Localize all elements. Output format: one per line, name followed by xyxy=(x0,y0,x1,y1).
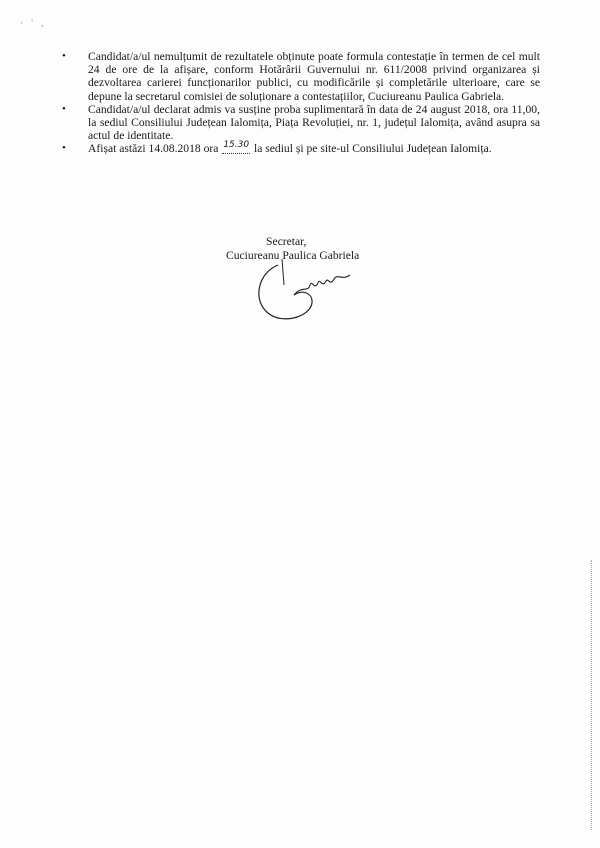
bullet-item-contestation xyxy=(60,50,540,103)
posting-text-before: Afișat astăzi 14.08.2018 ora xyxy=(88,142,219,156)
handwritten-signature xyxy=(250,255,360,330)
scan-edge-artifact xyxy=(585,560,592,830)
bullet-item-posting xyxy=(60,142,540,158)
handwritten-time: 15.30 xyxy=(222,139,250,153)
bullet-text: Candidat/a/ul nemulțumit de rezultatele obținute poate formula contestație în termen de cel mult 24 de ore de la afișare, conform Hotărârii Guvernului nr. 611/2008 privind organizarea și dezvoltarea carierei funcționarilor publici, cu modificările și completările ulterioare, care se depune la secretarul comisiei de soluționare a contestațiilor, Cuciureanu Paulica Gabriela. xyxy=(88,50,540,103)
bullet-icon: • xyxy=(62,102,66,115)
bullet-item-supplementary-test xyxy=(60,103,540,143)
signature-name: Cuciureanu Paulica Gabriela xyxy=(226,249,360,262)
scan-artifact-marks: · ' , xyxy=(20,18,47,28)
bullet-list xyxy=(60,50,540,159)
bullet-icon: • xyxy=(62,142,66,155)
signature-title: Secretar, xyxy=(266,235,307,248)
bullet-icon: • xyxy=(62,50,66,62)
bullet-text: Candidat/a/ul declarat admis va susține proba suplimentară în data de 24 august 2018, ora 11,00, la sediul Consiliului Județean Ialomița, Piața Revoluției, nr. 1, județul Ialomița, având asupra sa actul de identitate. xyxy=(88,102,540,143)
posting-text-after: la sediul și pe site-ul Consiliului Județean Ialomița. xyxy=(253,142,492,156)
